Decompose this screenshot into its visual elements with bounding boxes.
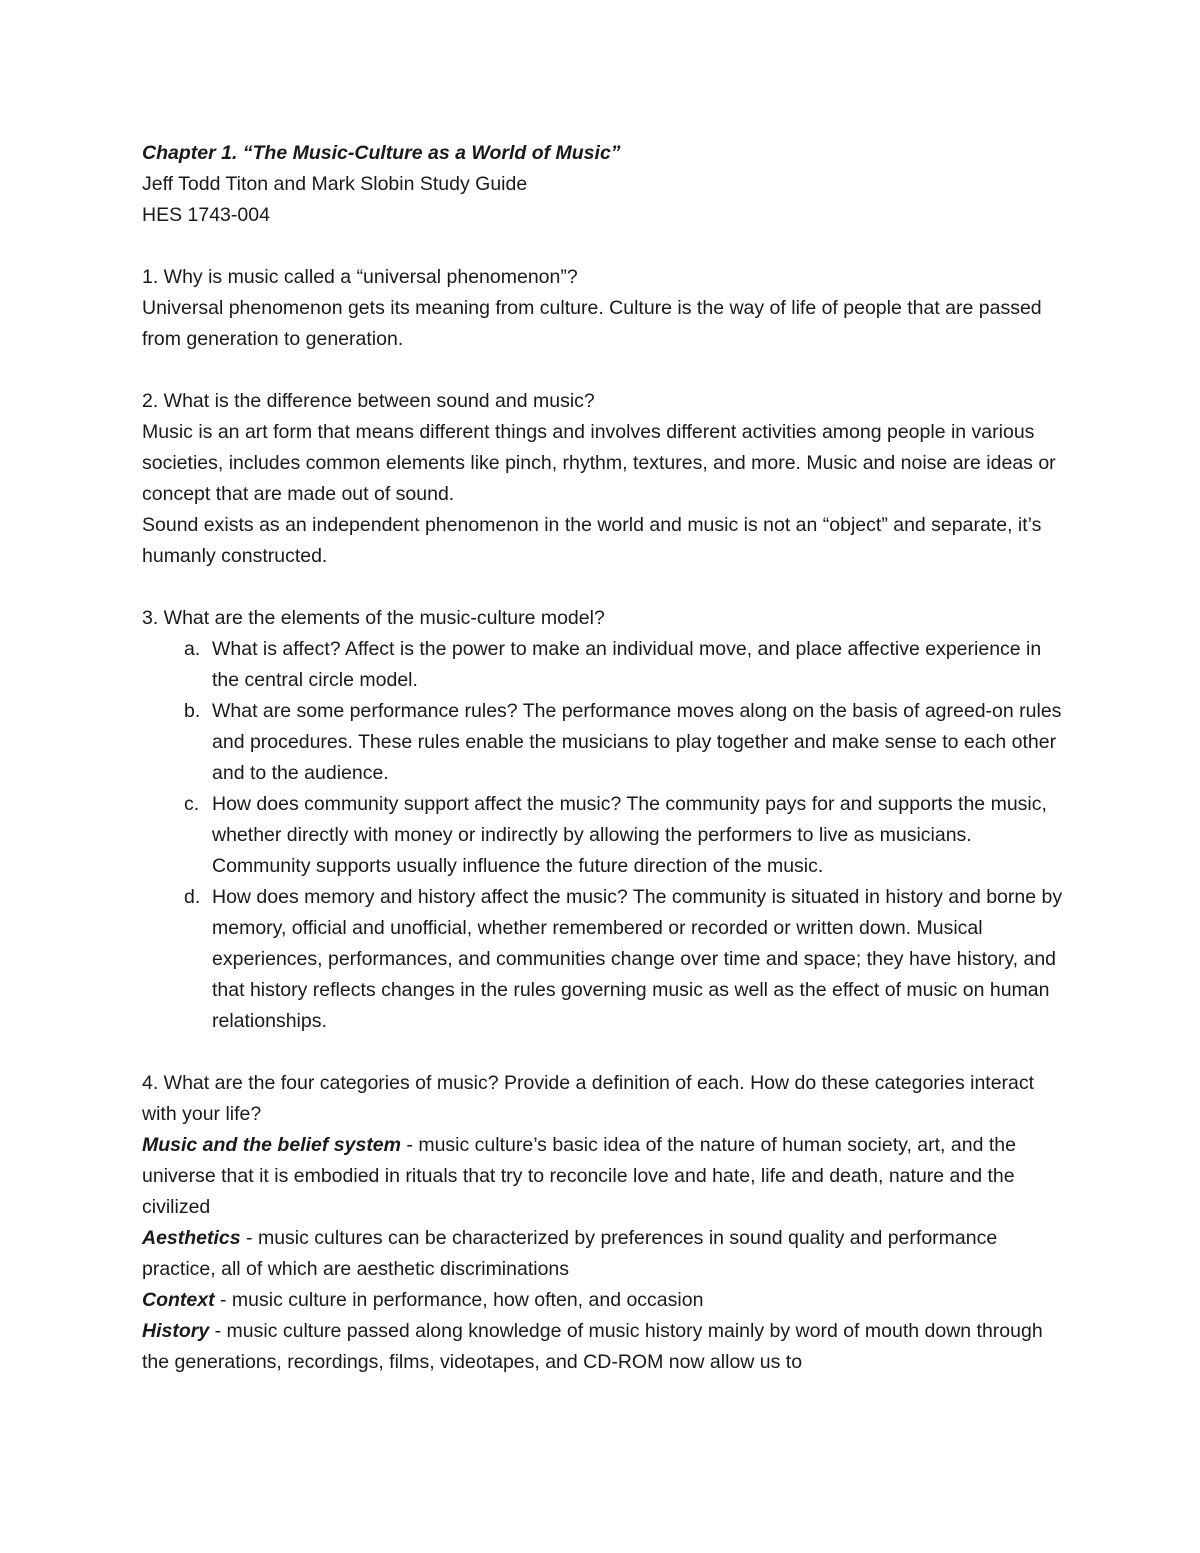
category-term: Context (142, 1289, 215, 1311)
answer-2-paragraph-2: Sound exists as an independent phenomenon in the world and music is not an “object” and separate, it’s humanly constructed. (142, 514, 1042, 567)
list-item (142, 696, 1072, 789)
question-4: 4. What are the four categories of music? Provide a definition of each. How do these categories interact with your life? (142, 1072, 1035, 1125)
list-item-text: What is affect? Affect is the power to make an individual move, and place affective experience in the central circle model. (212, 638, 1042, 691)
category-definition: - music culture in performance, how often, and occasion (214, 1289, 704, 1311)
question-2: 2. What is the difference between sound and music? (142, 390, 595, 412)
elements-list (142, 634, 1072, 1037)
list-item-text: How does community support affect the music? The community pays for and supports the music, whether directly with money or indirectly by allowing the performers to live as musicians. Community supports usually influence the future direction of the music. (212, 793, 1047, 877)
question-3: 3. What are the elements of the music-culture model? (142, 607, 605, 629)
category-context (142, 1285, 1072, 1316)
course-code: HES 1743-004 (142, 204, 270, 226)
list-item-text: How does memory and history affect the music? The community is situated in history and borne by memory, official and unofficial, whether remembered or recorded or written down. Musical experiences, performances, and communities change over time and space; they have history, and that history reflects changes in the rules governing music as well as the effect of music on human relationships. (212, 886, 1063, 1032)
list-item (142, 634, 1072, 696)
list-marker: d. (184, 886, 201, 908)
category-term: Aesthetics (142, 1227, 241, 1249)
list-item (142, 882, 1072, 1037)
answer-2-paragraph-1: Music is an art form that means different things and involves different activities among people in various societies, includes common elements like pinch, rhythm, textures, and more. Music and noise are ideas or concept that are made out of sound. (142, 421, 1056, 505)
list-marker: a. (184, 638, 201, 660)
category-aesthetics (142, 1223, 1072, 1285)
document-title: Chapter 1. “The Music-Culture as a World of Music” (142, 142, 621, 164)
list-marker: c. (184, 793, 200, 815)
document-page (142, 138, 1072, 1378)
list-marker: b. (184, 700, 201, 722)
category-term: History (142, 1320, 210, 1342)
category-definition: - music cultures can be characterized by preferences in sound quality and performance practice, all of which are aesthetic discriminations (142, 1227, 998, 1280)
category-definition: - music culture passed along knowledge of music history mainly by word of mouth down through the generations, recordings, films, videotapes, and CD-ROM now allow us to (142, 1320, 1043, 1373)
category-history (142, 1316, 1072, 1378)
list-item-text: What are some performance rules? The performance moves along on the basis of agreed-on rules and procedures. These rules enable the musicians to play together and make sense to each other and to the audience. (212, 700, 1062, 784)
category-definition: - music culture’s basic idea of the nature of human society, art, and the universe that it is embodied in rituals that try to reconcile love and hate, life and death, nature and the civilized (142, 1134, 1016, 1218)
category-belief-system (142, 1130, 1072, 1223)
question-1: 1. Why is music called a “universal phenomenon”? (142, 266, 578, 288)
list-item (142, 789, 1072, 882)
answer-1: Universal phenomenon gets its meaning from culture. Culture is the way of life of people that are passed from generation to generation. (142, 297, 1042, 350)
document-subtitle: Jeff Todd Titon and Mark Slobin Study Guide (142, 173, 528, 195)
category-term: Music and the belief system (142, 1134, 401, 1156)
